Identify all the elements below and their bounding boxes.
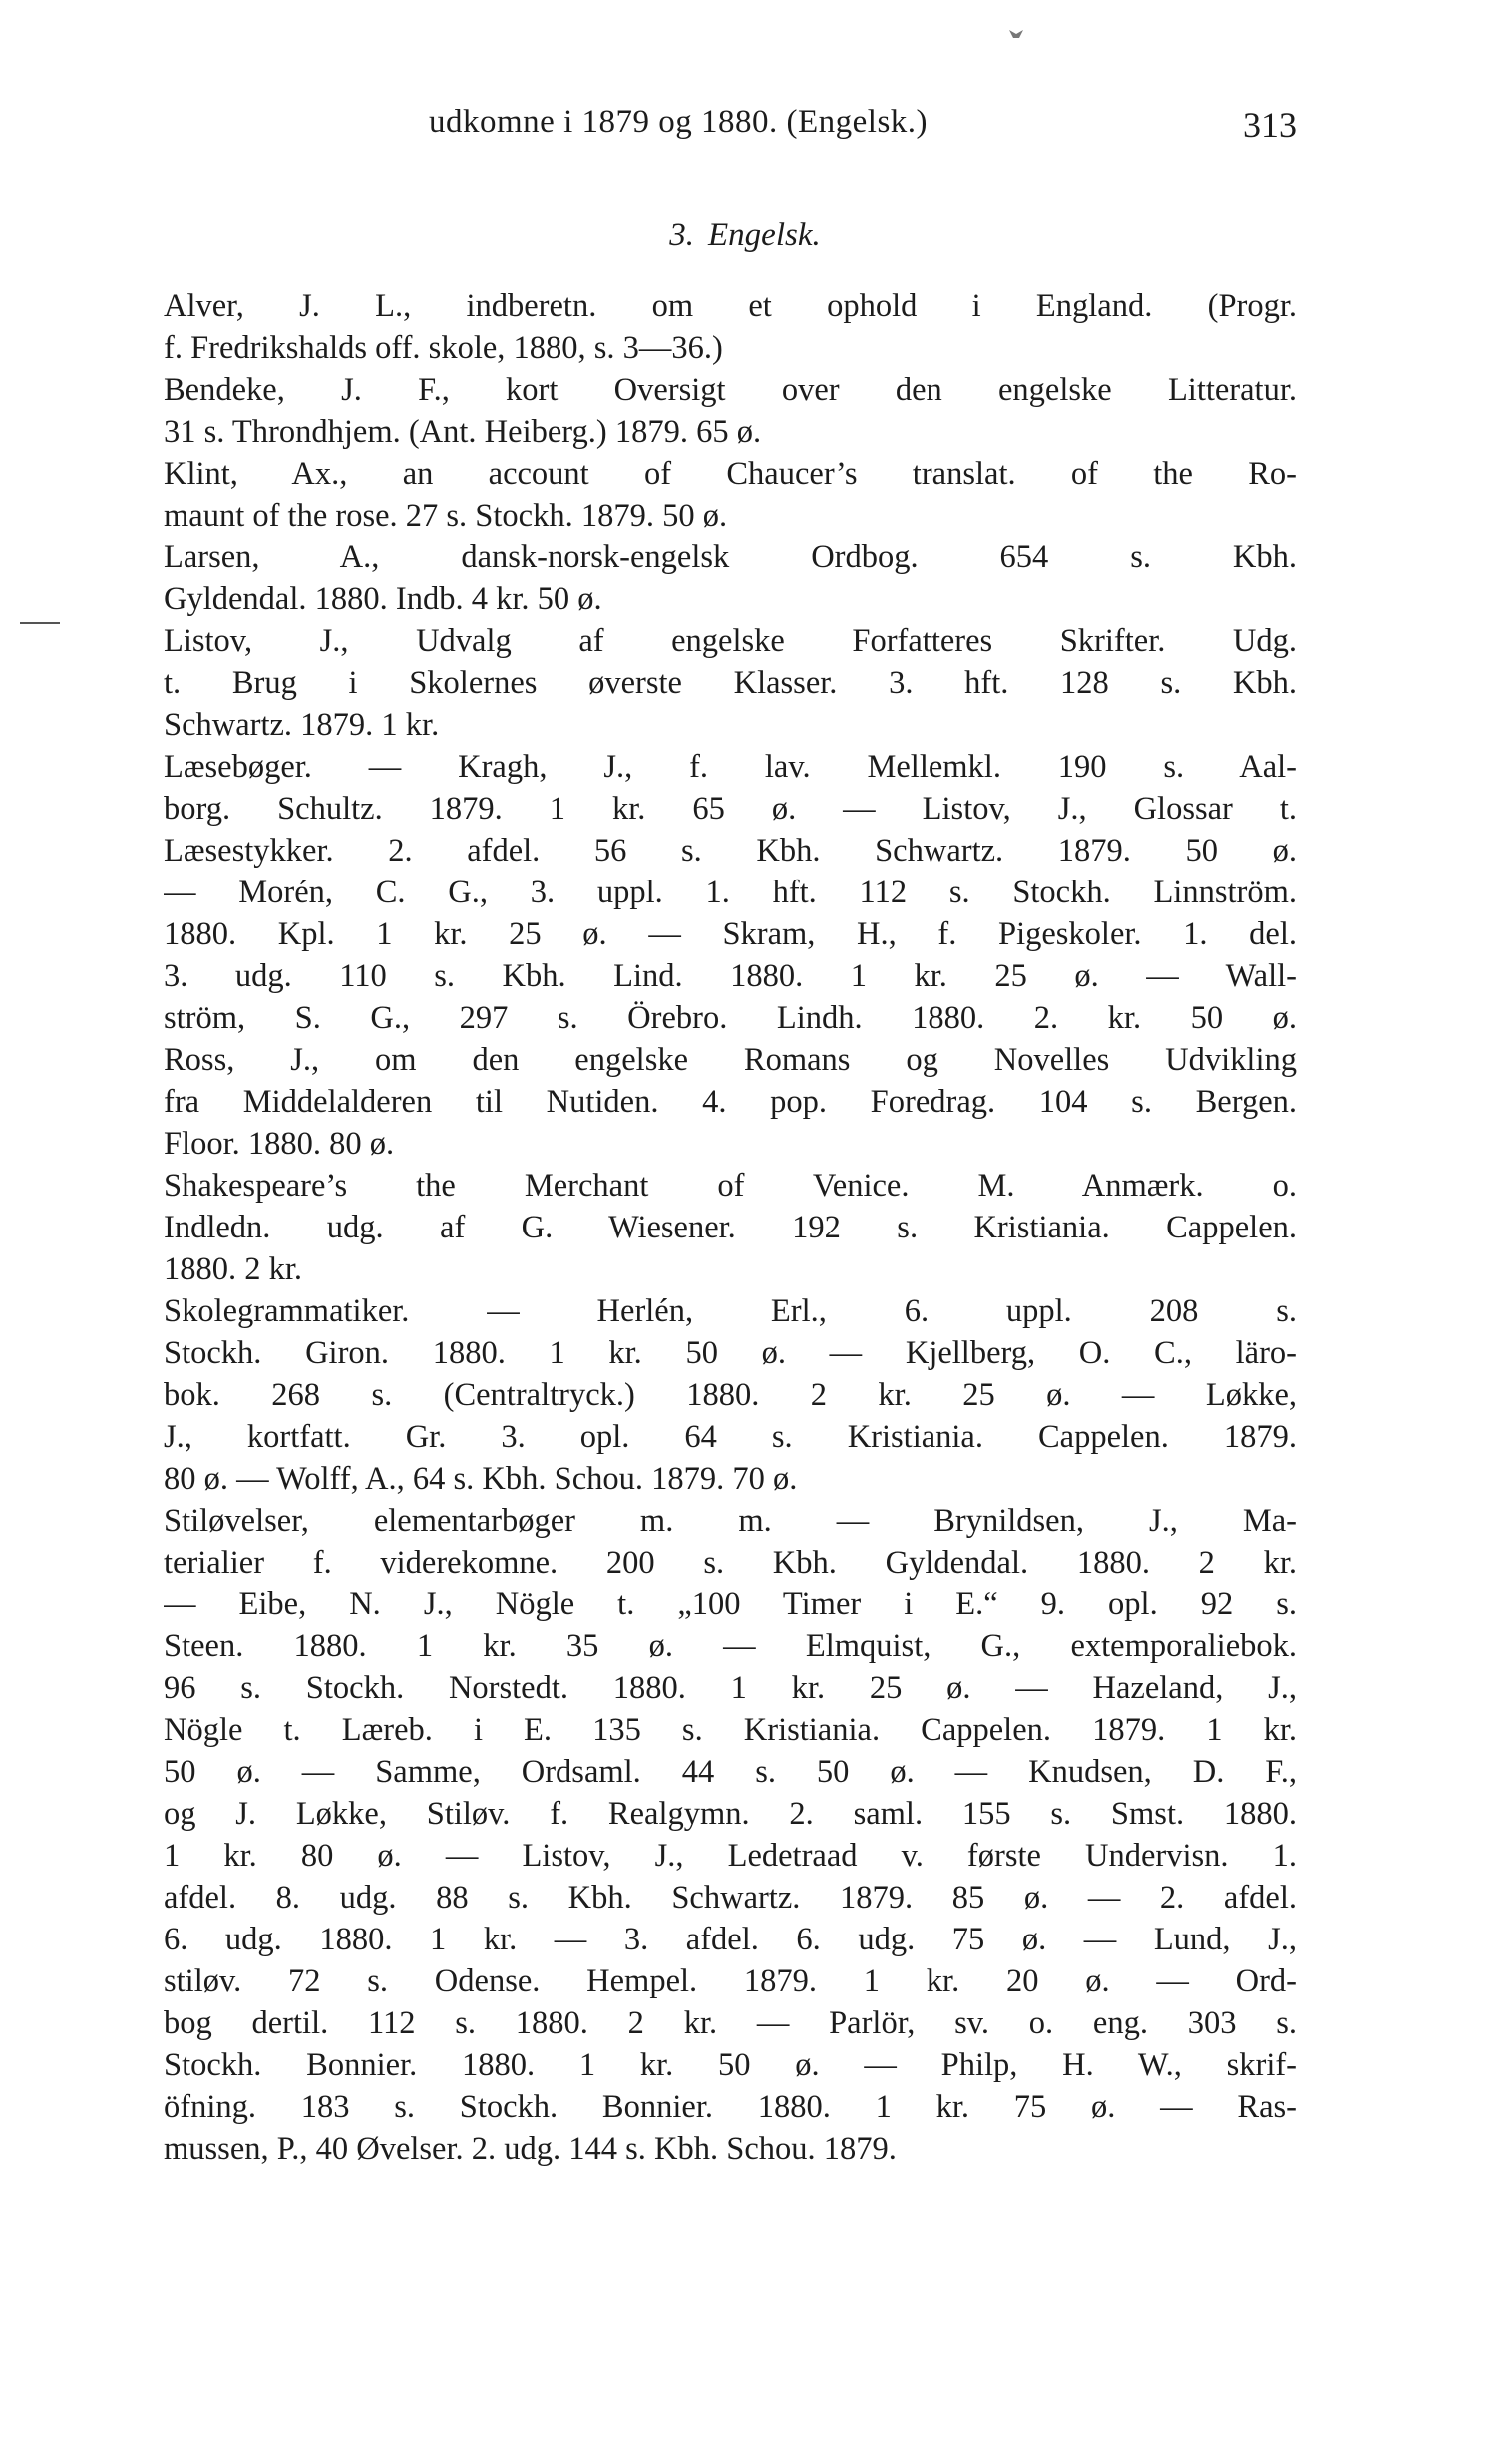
text-line: Nögle t. Læreb. i E. 135 s. Kristiania. Cappelen. 1879. 1 kr. <box>164 1712 1297 1748</box>
text-line: — Eibe, N. J., Nögle t. „100 Timer i E.“ 9. opl. 92 s. <box>164 1586 1297 1622</box>
text-line: öfning. 183 s. Stockh. Bonnier. 1880. 1 kr. 75 ø. — Ras- <box>164 2089 1297 2125</box>
page-number: 313 <box>1243 105 1297 145</box>
text-line: mussen, P., 40 Øvelser. 2. udg. 144 s. Kbh. Schou. 1879. <box>164 2131 897 2167</box>
margin-mark <box>20 622 60 624</box>
text-line: Læsestykker. 2. afdel. 56 s. Kbh. Schwartz. 1879. 50 ø. <box>164 833 1297 869</box>
text-line: fra Middelalderen til Nutiden. 4. pop. Foredrag. 104 s. Bergen. <box>164 1084 1297 1120</box>
text-line: Shakespeare’s the Merchant of Venice. M. Anmærk. o. <box>164 1168 1297 1204</box>
text-line: ström, S. G., 297 s. Örebro. Lindh. 1880. 2. kr. 50 ø. <box>164 1000 1297 1036</box>
print-mark <box>1007 28 1025 40</box>
text-line: 80 ø. — Wolff, A., 64 s. Kbh. Schou. 1879. 70 ø. <box>164 1461 798 1497</box>
text-line: Listov, J., Udvalg af engelske Forfatteres Skrifter. Udg. <box>164 623 1297 659</box>
text-line: f. Fredrikshalds off. skole, 1880, s. 3—36.) <box>164 330 723 366</box>
text-line: 96 s. Stockh. Norstedt. 1880. 1 kr. 25 ø. — Hazeland, J., <box>164 1670 1297 1706</box>
text-line: t. Brug i Skolernes øverste Klasser. 3. hft. 128 s. Kbh. <box>164 665 1297 701</box>
text-line: — Morén, C. G., 3. uppl. 1. hft. 112 s. Stockh. Linnström. <box>164 875 1297 910</box>
text-line: 1880. 2 kr. <box>164 1251 303 1287</box>
section-heading <box>0 217 1490 254</box>
text-line: Stockh. Giron. 1880. 1 kr. 50 ø. — Kjellberg, O. C., läro- <box>164 1335 1297 1371</box>
running-head: udkomne i 1879 og 1880. (Engelsk.) <box>429 104 929 140</box>
text-line: Indledn. udg. af G. Wiesener. 192 s. Kristiania. Cappelen. <box>164 1210 1297 1245</box>
text-line: bok. 268 s. (Centraltryck.) 1880. 2 kr. 25 ø. — Løkke, <box>164 1377 1297 1413</box>
text-line: stiløv. 72 s. Odense. Hempel. 1879. 1 kr. 20 ø. — Ord- <box>164 1963 1297 1999</box>
section-number: 3. <box>669 217 695 253</box>
text-line: 6. udg. 1880. 1 kr. — 3. afdel. 6. udg. 75 ø. — Lund, J., <box>164 1922 1297 1957</box>
text-line: Floor. 1880. 80 ø. <box>164 1126 395 1162</box>
text-line: Stiløvelser, elementarbøger m. m. — Brynildsen, J., Ma- <box>164 1503 1297 1539</box>
text-line: 1 kr. 80 ø. — Listov, J., Ledetraad v. første Undervisn. 1. <box>164 1838 1297 1874</box>
text-line: Stockh. Bonnier. 1880. 1 kr. 50 ø. — Philp, H. W., skrif- <box>164 2047 1297 2083</box>
text-line: 3. udg. 110 s. Kbh. Lind. 1880. 1 kr. 25 ø. — Wall- <box>164 958 1297 994</box>
text-line: 50 ø. — Samme, Ordsaml. 44 s. 50 ø. — Knudsen, D. F., <box>164 1754 1297 1790</box>
text-line: 31 s. Throndhjem. (Ant. Heiberg.) 1879. 65 ø. <box>164 414 762 450</box>
text-line: Bendeke, J. F., kort Oversigt over den engelske Litteratur. <box>164 372 1297 408</box>
section-title: Engelsk. <box>708 217 821 253</box>
text-line: Læsebøger. — Kragh, J., f. lav. Mellemkl. 190 s. Aal- <box>164 749 1297 785</box>
text-line: Gyldendal. 1880. Indb. 4 kr. 50 ø. <box>164 581 602 617</box>
text-line: afdel. 8. udg. 88 s. Kbh. Schwartz. 1879. 85 ø. — 2. afdel. <box>164 1880 1297 1916</box>
text-line: Alver, J. L., indberetn. om et ophold i England. (Progr. <box>164 288 1297 324</box>
text-line: Schwartz. 1879. 1 kr. <box>164 707 440 743</box>
text-line: Klint, Ax., an account of Chaucer’s translat. of the Ro- <box>164 456 1297 492</box>
text-line: og J. Løkke, Stiløv. f. Realgymn. 2. saml. 155 s. Smst. 1880. <box>164 1796 1297 1832</box>
text-line: J., kortfatt. Gr. 3. opl. 64 s. Kristiania. Cappelen. 1879. <box>164 1419 1297 1455</box>
text-line: Larsen, A., dansk-norsk-engelsk Ordbog. 654 s. Kbh. <box>164 539 1297 575</box>
page-header <box>160 98 1297 148</box>
text-line: 1880. Kpl. 1 kr. 25 ø. — Skram, H., f. Pigeskoler. 1. del. <box>164 916 1297 952</box>
text-line: bog dertil. 112 s. 1880. 2 kr. — Parlör, sv. o. eng. 303 s. <box>164 2005 1297 2041</box>
text-line: borg. Schultz. 1879. 1 kr. 65 ø. — Listov, J., Glossar t. <box>164 791 1297 827</box>
text-line: maunt of the rose. 27 s. Stockh. 1879. 50 ø. <box>164 498 728 533</box>
text-line: Ross, J., om den engelske Romans og Novelles Udvikling <box>164 1042 1297 1078</box>
text-line: Steen. 1880. 1 kr. 35 ø. — Elmquist, G., extemporaliebok. <box>164 1628 1297 1664</box>
text-line: terialier f. viderekomne. 200 s. Kbh. Gyldendal. 1880. 2 kr. <box>164 1545 1297 1581</box>
text-line: Skolegrammatiker. — Herlén, Erl., 6. uppl. 208 s. <box>164 1293 1297 1329</box>
body-text <box>164 285 1297 2170</box>
